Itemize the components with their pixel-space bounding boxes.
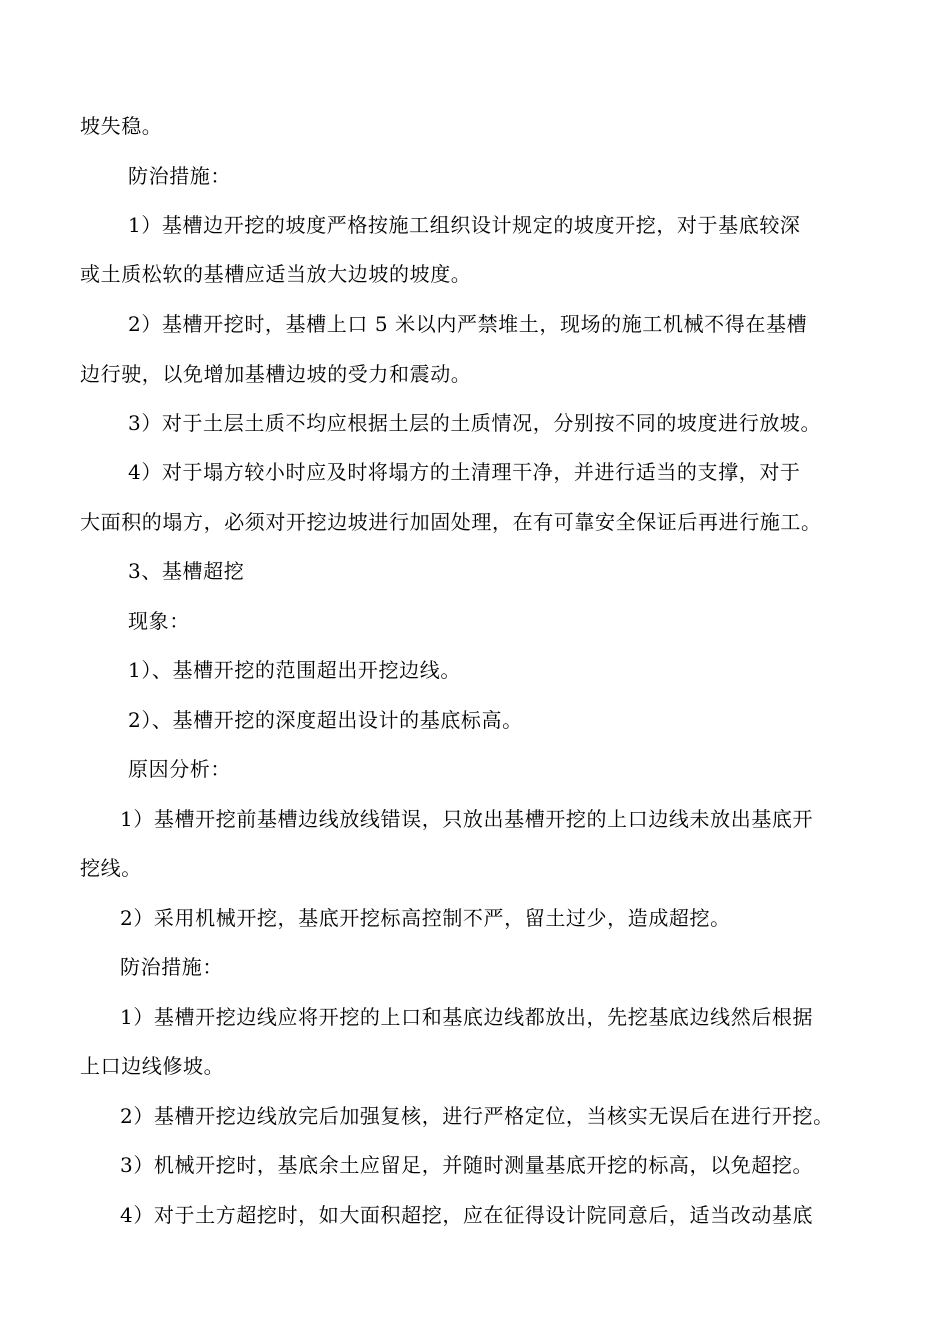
text-line-22: 3）机械开挖时，基底余土应留足，并随时测量基底开挖的标高，以免超挖。: [120, 1153, 814, 1177]
heading-prevention-measures: 防治措施：: [128, 164, 231, 188]
heading-phenomenon: 现象：: [128, 609, 190, 633]
text-line-6: 边行驶，以免增加基槽边坡的受力和震动。: [80, 362, 472, 386]
text-line-15: 1）基槽开挖前基槽边线放线错误，只放出基槽开挖的上口边线未放出基底开: [120, 807, 814, 831]
section-heading-over-excavation: 3、基槽超挖: [128, 559, 245, 583]
text-line-13: 2）、基槽开挖的深度超出设计的基底标高。: [128, 708, 523, 732]
text-line-8: 4）对于塌方较小时应及时将塌方的土清理干净，并进行适当的支撑，对于: [128, 460, 801, 484]
text-line-23: 4）对于土方超挖时，如大面积超挖，应在征得设计院同意后，适当改动基底: [120, 1203, 814, 1227]
text-line-12: 1）、基槽开挖的范围超出开挖边线。: [128, 658, 461, 682]
heading-cause-analysis: 原因分析：: [128, 757, 231, 781]
text-line-7: 3）对于土层土质不均应根据土层的土质情况，分别按不同的坡度进行放坡。: [128, 411, 822, 435]
text-line-16: 挖线。: [80, 856, 142, 880]
text-line-20: 上口边线修坡。: [80, 1054, 225, 1078]
text-line-5: 2）基槽开挖时，基槽上口 5 米以内严禁堆土，现场的施工机械不得在基槽: [128, 312, 808, 336]
text-line-21: 2）基槽开挖边线放完后加强复核，进行严格定位，当核实无误后在进行开挖。: [120, 1104, 834, 1128]
text-line-17: 2）采用机械开挖，基底开挖标高控制不严，留土过少，造成超挖。: [120, 906, 731, 930]
heading-prevention-measures-2: 防治措施：: [120, 955, 223, 979]
text-line-1: 坡失稳。: [80, 114, 163, 138]
text-line-19: 1）基槽开挖边线应将开挖的上口和基底边线都放出，先挖基底边线然后根据: [120, 1005, 814, 1029]
text-line-4: 或土质松软的基槽应适当放大边坡的坡度。: [80, 262, 472, 286]
text-line-9: 大面积的塌方，必须对开挖边坡进行加固处理，在有可靠安全保证后再进行施工。: [80, 510, 822, 534]
text-line-3: 1）基槽边开挖的坡度严格按施工组织设计规定的坡度开挖，对于基底较深: [128, 213, 801, 237]
